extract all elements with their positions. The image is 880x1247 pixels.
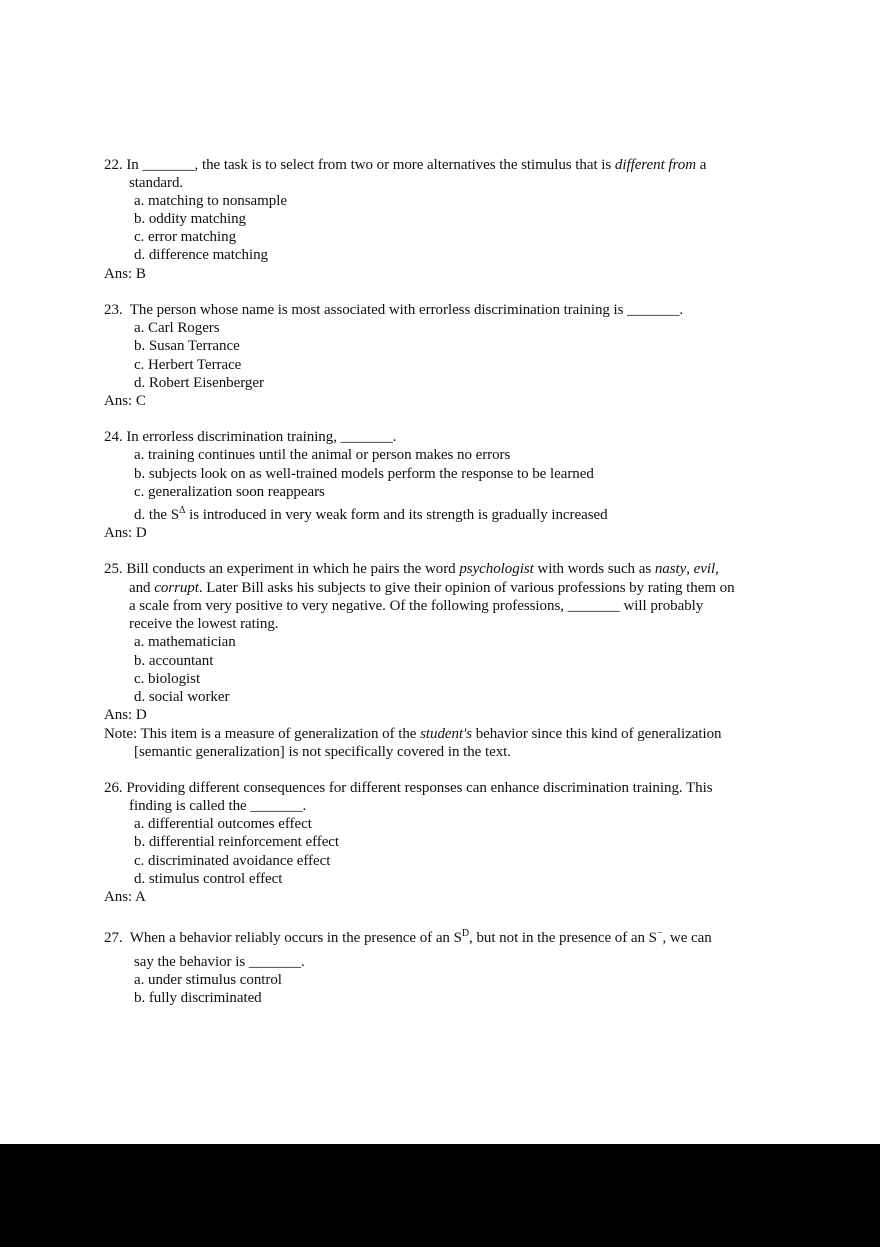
stem-emphasis: corrupt (154, 580, 199, 596)
note-text: Note: This item is a measure of generalization of the (104, 726, 421, 742)
question-stem-continued: say the behavior is _______. (134, 954, 305, 970)
question-stem (104, 156, 706, 174)
question-number: 22. (104, 157, 123, 173)
superscript-delta: Δ (179, 505, 186, 516)
stem-emphasis: nasty (654, 561, 687, 577)
option-b: b. oddity matching (134, 211, 247, 227)
answer: Ans: A (104, 889, 146, 905)
stem-text: , (715, 561, 719, 577)
option-c: c. error matching (134, 229, 237, 245)
stem-text: a (696, 157, 707, 173)
option-c: c. generalization soon reappears (134, 484, 325, 500)
question-number: 26. (104, 780, 123, 796)
option-d (134, 506, 608, 524)
note (104, 725, 721, 743)
question-number: 24. (104, 429, 123, 445)
stem-text: In errorless discrimination training, _______. (126, 429, 397, 445)
option-d: d. difference matching (134, 247, 268, 263)
answer: Ans: B (104, 266, 146, 282)
stem-text: and (129, 580, 155, 596)
question-stem-continued: a scale from very positive to very negative. Of the following professions, _______ will probably (129, 598, 704, 614)
question-stem-continued (129, 579, 735, 597)
stem-text: , we can (662, 930, 712, 946)
question-stem (104, 301, 683, 319)
answer: Ans: D (104, 707, 147, 723)
stem-text: , but not in the presence of an S (469, 930, 657, 946)
question-stem (104, 560, 719, 578)
stem-text: When a behavior reliably occurs in the presence of an S (129, 930, 462, 946)
note-continued: [semantic generalization] is not specifically covered in the text. (134, 744, 511, 760)
option-c: c. discriminated avoidance effect (134, 853, 331, 869)
option-b: b. accountant (134, 653, 214, 669)
option-text: d. the S (134, 507, 180, 523)
stem-emphasis: different from (614, 157, 696, 173)
question-stem (104, 779, 713, 797)
question-stem-continued: finding is called the _______. (129, 798, 307, 814)
question-stem-continued: standard. (129, 175, 184, 191)
option-b: b. fully discriminated (134, 990, 262, 1006)
option-d: d. stimulus control effect (134, 871, 283, 887)
question-number: 23. (104, 302, 123, 318)
option-c: c. Herbert Terrace (134, 357, 242, 373)
question-stem (104, 428, 396, 446)
option-b: b. Susan Terrance (134, 338, 240, 354)
stem-text: Providing different consequences for different responses can enhance discrimination training. This (126, 780, 713, 796)
stem-text: , (686, 561, 694, 577)
stem-text: In _______, the task is to select from two or more alternatives the stimulus that is (126, 157, 615, 173)
stem-emphasis: evil (693, 561, 716, 577)
superscript-minus: − (656, 928, 663, 939)
stem-text: The person whose name is most associated with errorless discrimination training is _______. (129, 302, 684, 318)
answer: Ans: C (104, 393, 146, 409)
note-emphasis: student's (420, 726, 473, 742)
stem-emphasis: psychologist (459, 561, 534, 577)
superscript-d: D (461, 928, 470, 939)
stem-text: with words such as (533, 561, 655, 577)
option-text: is introduced in very weak form and its strength is gradually increased (185, 507, 608, 523)
question-number: 25. (104, 561, 123, 577)
question-stem (104, 929, 712, 947)
option-a: a. under stimulus control (134, 972, 282, 988)
option-a: a. differential outcomes effect (134, 816, 312, 832)
option-b: b. differential reinforcement effect (134, 834, 340, 850)
option-a: a. Carl Rogers (134, 320, 220, 336)
option-d: d. social worker (134, 689, 230, 705)
option-c: c. biologist (134, 671, 201, 687)
stem-text: . Later Bill asks his subjects to give their opinion of various professions by rating them on (198, 580, 735, 596)
black-letterbox-bar (0, 1144, 880, 1247)
question-stem-continued: receive the lowest rating. (129, 616, 279, 632)
option-d: d. Robert Eisenberger (134, 375, 264, 391)
option-a: a. training continues until the animal or person makes no errors (134, 447, 511, 463)
note-text: behavior since this kind of generalization (472, 726, 722, 742)
stem-text: Bill conducts an experiment in which he pairs the word (126, 561, 460, 577)
question-number: 27. (104, 930, 123, 946)
option-a: a. mathematician (134, 634, 236, 650)
option-a: a. matching to nonsample (134, 193, 287, 209)
option-b: b. subjects look on as well-trained models perform the response to be learned (134, 466, 594, 482)
answer: Ans: D (104, 525, 147, 541)
